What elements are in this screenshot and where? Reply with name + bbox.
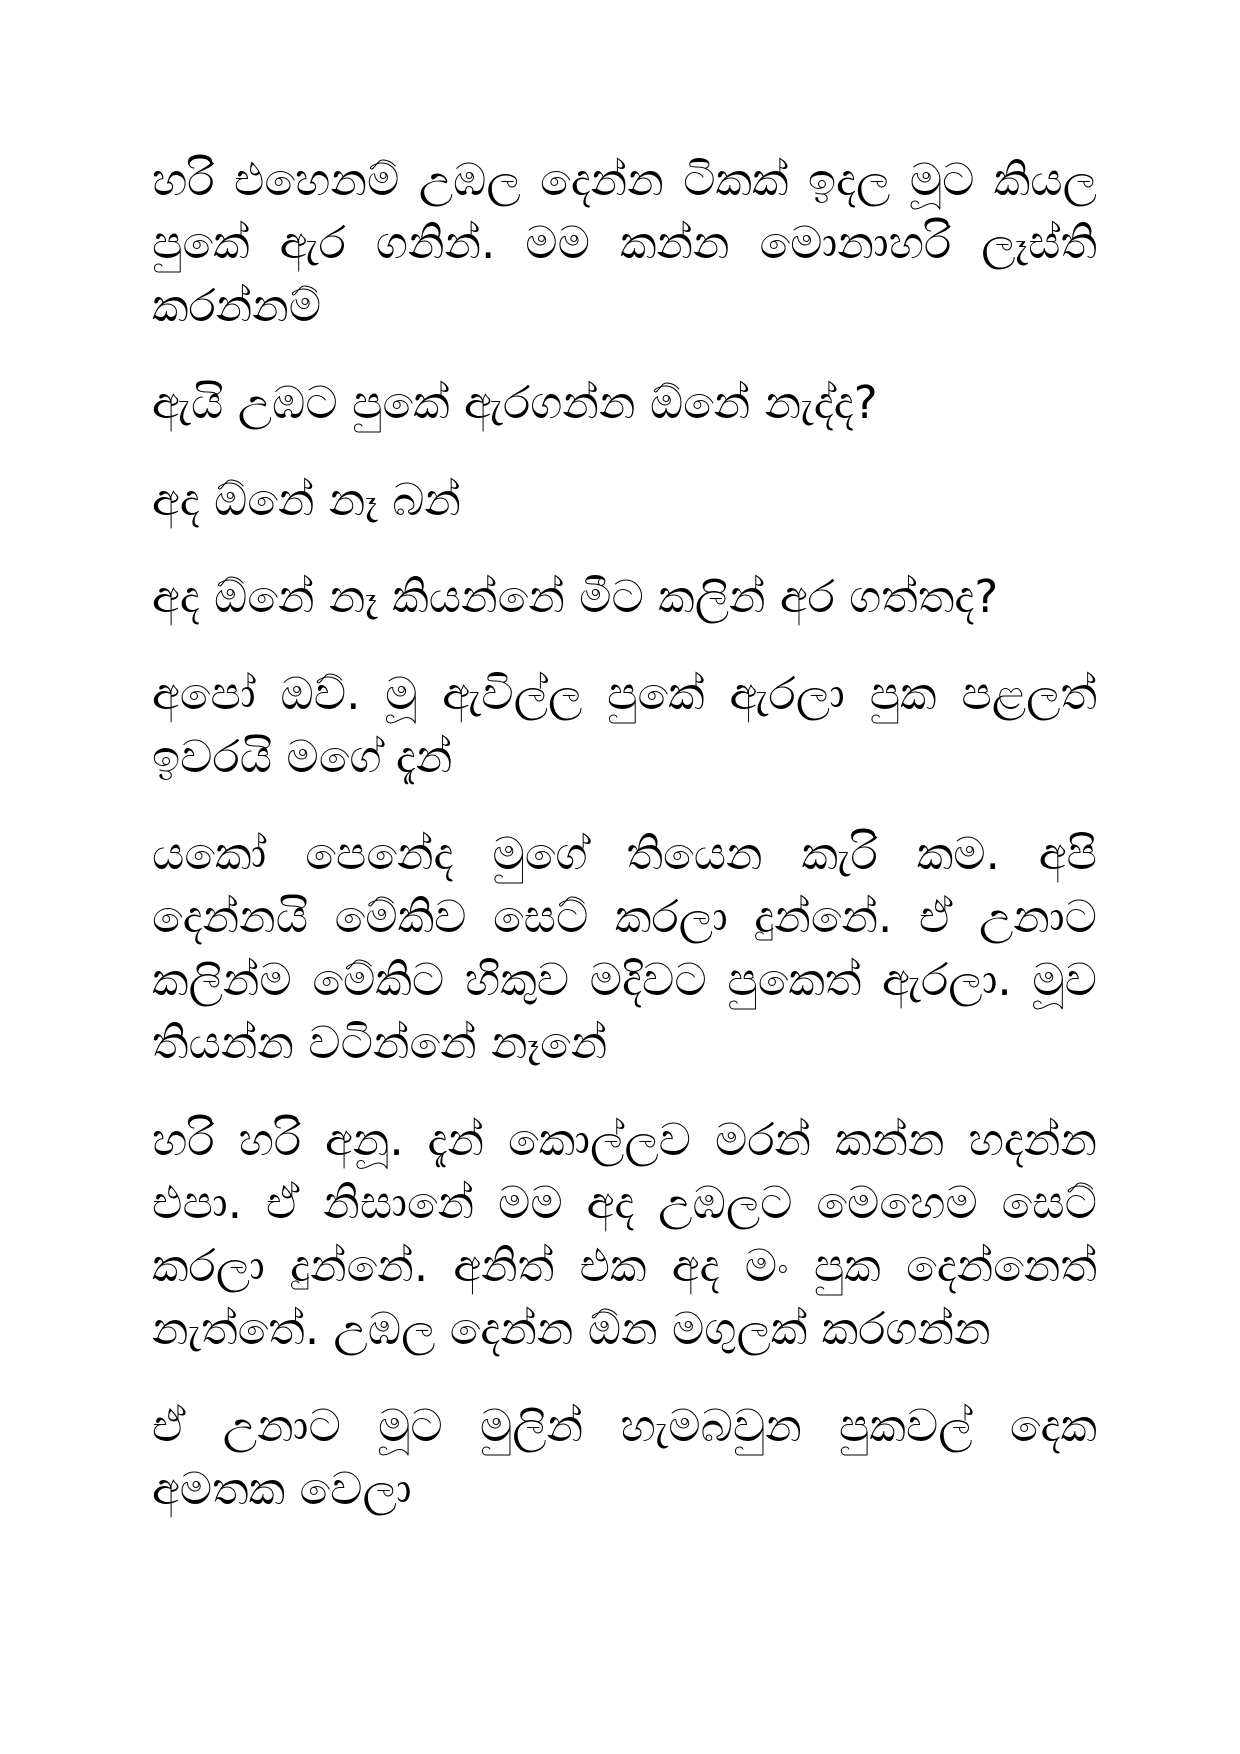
- paragraph-1: හරි එහෙනම් උඹල දෙන්න ටිකක් ඉදල මූට කියල පුකේ ඇර ගනින්. මම කන්න මොනාහරි ලෑස්ති කරන්නම්: [152, 153, 1097, 332]
- paragraph-7: හරි හරි අනූ. දැන් කොල්ලව මරන් කන්න හදන්න එපා. ඒ නිසානේ මම අද උඹලට මෙහෙම සෙට් කරලා දුන්නේ. අනිත් එක අද මං පුක දෙන්නෙත් නැත්තේ. උඹල දෙන්න ඕන මගුලක් කරගන්න: [152, 1113, 1097, 1355]
- paragraph-2: ඇයි උඹට පුකේ ඇරගන්න ඕනේ නැද්ද?: [152, 376, 878, 429]
- paragraph-4: අද ඕනේ නෑ කියන්නේ මීට කලින් අර ගත්තද?: [152, 570, 999, 623]
- document-body: [152, 148, 1097, 1554]
- paragraph-5: අපෝ ඔව්. මූ ඇවිල්ල පුකේ ඇරලා පුක පළලත් ඉවරයි මගේ දැන්: [152, 667, 1097, 783]
- paragraph-6: යකෝ පෙනේද මුගේ තියෙන කැරි කම. අපි දෙන්නයි මේකිව සෙට් කරලා දුන්නේ. ඒ උනාට කලින්ම මේකිට හිකුව මදිවට පුකෙත් ඇරලා. මූව තියන්න වටින්නේ නෑනේ: [152, 827, 1097, 1069]
- paragraph-8: ඒ උනාට මූට මුලින් හැමබවුන පුකවල් දෙක අමතක වෙලා: [152, 1399, 1097, 1515]
- paragraph-3: අද ඕනේ නෑ බන්: [152, 473, 461, 526]
